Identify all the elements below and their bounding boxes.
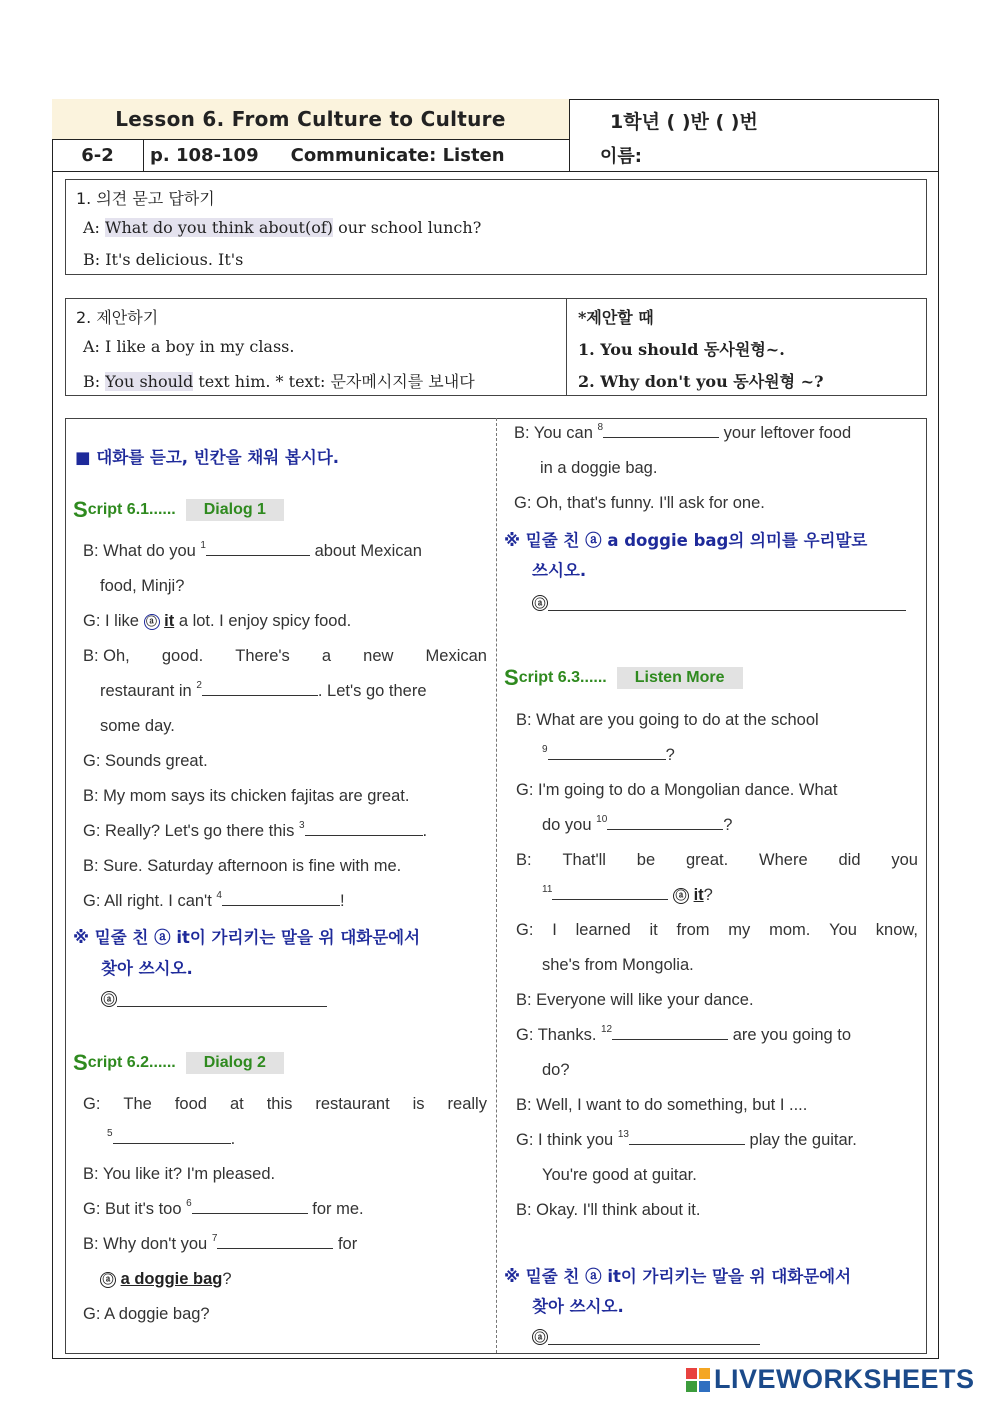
- lesson-title: Lesson 6. From Culture to Culture: [52, 99, 570, 140]
- dialog-1-tag: Dialog 1: [186, 499, 284, 521]
- blank-9[interactable]: [548, 742, 666, 760]
- liveworksheets-logo: [686, 1364, 975, 1395]
- box-opinion: [65, 179, 927, 275]
- underlined-doggie-bag: a doggie bag: [120, 1270, 223, 1288]
- dialog-1: B: What do you $^1$ about Mexican food, Minji? G: I like ⓐ it a lot. I enjoy spicy food. B: Oh, good. There's a new Mexican restaurant in $^2$ . Let's go there some day. G: Sounds great. B: My mom says its chicken fajitas are great. G: Really? Let's go there this $^3$ . B: Sure. Saturday afternoon is fine with me. G: All right. I can't $^4$ !: [83, 534, 487, 919]
- box-suggestion: [65, 298, 927, 396]
- blank-10[interactable]: [607, 812, 723, 830]
- tip-heading: *제안할 때: [578, 308, 654, 327]
- class-number-field[interactable]: 1학년 ( )반 ( )번: [610, 111, 758, 133]
- script-6-1-title: S cript 6.1...... Dialog 1: [73, 497, 284, 523]
- box1-b-line: B: It's delicious. It's: [83, 250, 244, 269]
- question-2: ※ 밑줄 친 ⓐ a doggie bag의 의미를 우리말로: [504, 531, 868, 550]
- question-1: ※ 밑줄 친 ⓐ it이 가리키는 말을 위 대화문에서: [73, 928, 421, 947]
- blank-1[interactable]: [206, 538, 310, 556]
- answer-3: ⓐ: [532, 1327, 760, 1345]
- tip-1: 1. You should 동사원형~.: [578, 340, 785, 359]
- question-3: ※ 밑줄 친 ⓐ it이 가리키는 말을 위 대화문에서: [504, 1267, 852, 1286]
- worksheet-header: [52, 99, 939, 172]
- instruction: ■ 대화를 듣고, 빈칸을 채워 봅시다.: [75, 448, 340, 467]
- blank-6[interactable]: [192, 1196, 308, 1214]
- dialog-3: B: What are you going to do at the school $^9$ ? G: I'm going to do a Mongolian dance. What do you $^{10}$ ? B: That'll be great. Where did you $^{11}$ ⓐ it? G: I learned it from my mom. You know, she's from Mongolia. B: Everyone will like your dance. G: Thanks. $^{12}$ are you going to do? B: Well, I want to do something, but I .... G: I think you $^{13}$ play the guitar. You're good at guitar. B: Okay. I'll think about it.: [516, 711, 918, 1219]
- dialog-line: B: Oh, good. There's a new Mexican: [83, 647, 487, 665]
- dialog-2-tag: Dialog 2: [186, 1052, 284, 1074]
- lesson-pages: [144, 140, 570, 171]
- dialog-2-continued: B: You can $^8$ your leftover food in a doggie bag. G: Oh, that's funny. I'll ask for one.: [514, 422, 852, 512]
- blank-8[interactable]: [603, 420, 719, 438]
- blank-12[interactable]: [612, 1022, 728, 1040]
- answer-1: ⓐ: [101, 989, 327, 1007]
- box2-b-line: B: You should text him. * text: 문자메시지를 보내다: [83, 372, 475, 391]
- question-1-cont: 찾아 쓰시오.: [101, 959, 193, 978]
- box1-heading: 1. 의견 묻고 답하기: [76, 189, 215, 208]
- highlight-phrase: You should: [105, 372, 194, 391]
- script-6-2-title: S cript 6.2...... Dialog 2: [73, 1050, 284, 1076]
- box2-heading: 2. 제안하기: [76, 308, 159, 327]
- blank-3[interactable]: [305, 818, 423, 836]
- answer-1-blank[interactable]: [117, 989, 327, 1007]
- page-range: p. 108-109: [150, 145, 259, 166]
- answer-2: ⓐ: [532, 593, 906, 611]
- lesson-number: 6-2: [52, 140, 144, 171]
- student-info: [570, 99, 939, 172]
- question-2-cont: 쓰시오.: [532, 561, 587, 580]
- script-6-3-title: S cript 6.3...... Listen More: [504, 665, 743, 691]
- box1-a-line: A: What do you think about(of) our school lunch?: [83, 218, 482, 237]
- section-name: Communicate: Listen: [290, 145, 505, 166]
- answer-2-blank[interactable]: [548, 593, 906, 611]
- blank-13[interactable]: [629, 1127, 745, 1145]
- answer-3-blank[interactable]: [548, 1327, 760, 1345]
- underlined-it-2: it: [693, 886, 704, 904]
- name-field[interactable]: 이름:: [600, 146, 642, 167]
- listen-more-tag: Listen More: [617, 667, 743, 689]
- blank-11[interactable]: [552, 882, 668, 900]
- blank-4[interactable]: [222, 888, 340, 906]
- dialog-2: G: The food at this restaurant is really $^5$ . B: You like it? I'm pleased. G: But it's too $^6$ for me. B: Why don't you $^7$ for ⓐ a doggie bag? G: A doggie bag?: [83, 1095, 487, 1323]
- logo-text: LIVEWORKSHEETS: [714, 1364, 975, 1394]
- blank-5[interactable]: [113, 1126, 231, 1144]
- dialog-line: B: What do you $^1$ about Mexican: [83, 540, 422, 560]
- blank-2[interactable]: [202, 678, 318, 696]
- dialog-line: G: I like ⓐ it a lot. I enjoy spicy food.: [83, 612, 352, 630]
- highlight-phrase: What do you think about(of): [105, 218, 333, 237]
- tip-2: 2. Why don't you 동사원형 ~?: [578, 372, 824, 391]
- column-divider: [496, 418, 497, 1353]
- box2-a-line: A: I like a boy in my class.: [83, 337, 295, 356]
- logo-icon: [686, 1368, 710, 1392]
- blank-7[interactable]: [217, 1231, 333, 1249]
- question-3-cont: 찾아 쓰시오.: [532, 1297, 624, 1316]
- underlined-it: it: [164, 612, 175, 630]
